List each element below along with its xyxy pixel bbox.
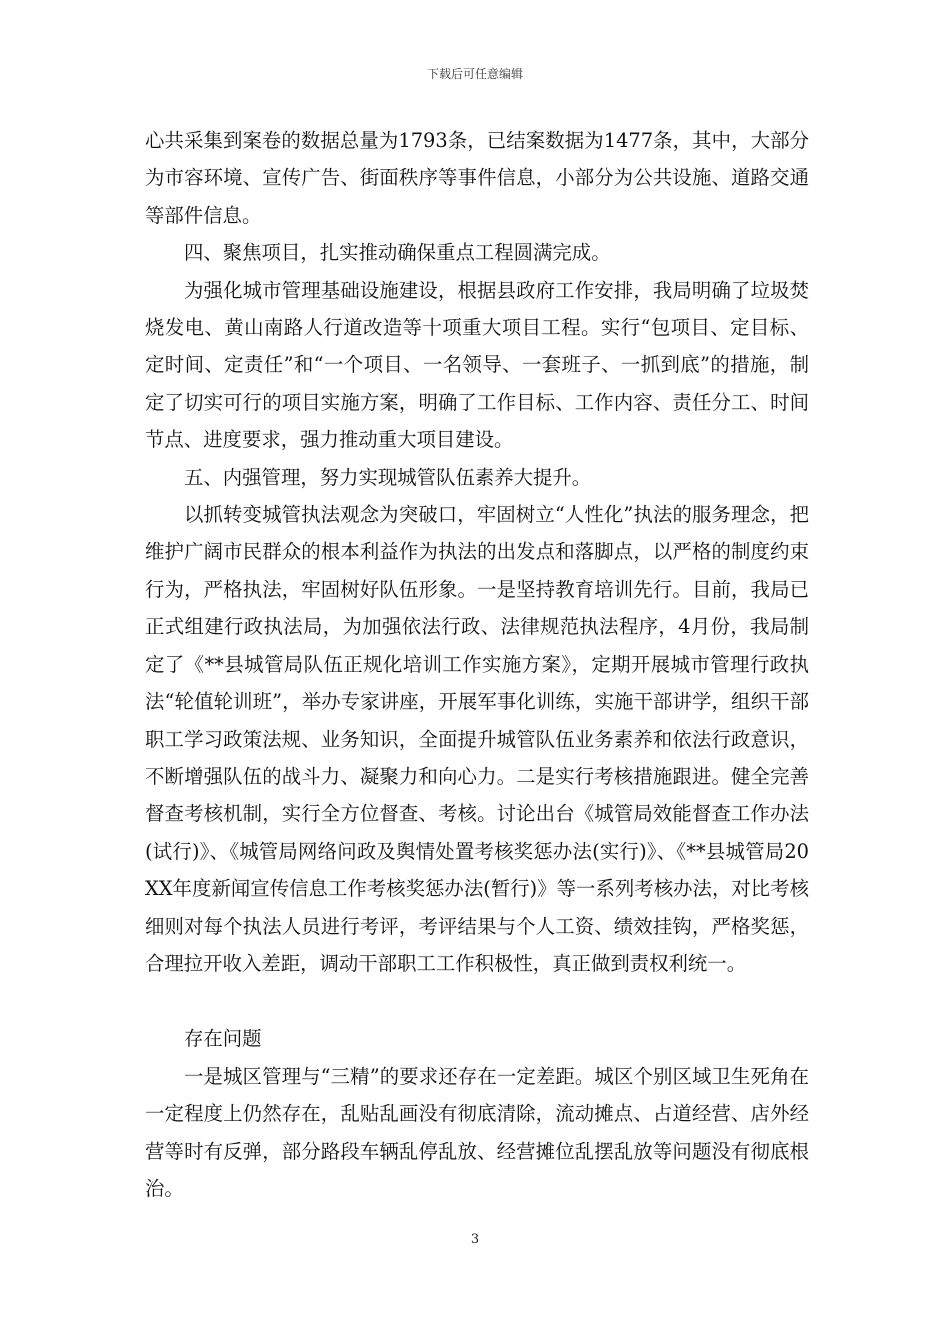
paragraph-infrastructure-projects: 为强化城市管理基础设施建设，根据县政府工作安排，我局明确了垃圾焚烧发电、黄山南路人行道改造等十项重大项目工程。实行“包项目、定目标、定时间、定责任”和“一个项目、一名领导、一套班子、一抓到底”的措施，制定了切实可行的项目实施方案，明确了工作目标、工作内容、责任分工、时间节点、进度要求，强力推动重大项目建设。: [145, 278, 809, 452]
paragraph-law-enforcement-training: 以抓转变城管执法观念为突破口，牢固树立“人性化”执法的服务理念，把维护广阔市民群众的根本利益作为执法的出发点和落脚点，以严格的制度约束行为，严格执法，牢固树好队伍形象。一是坚持教育培训先行。目前，我局已正式组建行政执法局，为加强依法行政、法律规范执法程序，4月份，我局制定了《**县城管局队伍正规化培训工作实施方案》，定期开展城市管理行政执法“轮值轮训班”，举办专家讲座，开展军事化训练，实施干部讲学，组织干部职工学习政策法规、业务知识，全面提升城管队伍业务素养和依法行政意识，不断增强队伍的战斗力、凝聚力和向心力。二是实行考核措施跟进。健全完善督查考核机制，实行全方位督查、考核。讨论出台《城管局效能督查工作办法(试行)》、《城管局网络问政及舆情处置考核奖惩办法(实行)》、《**县城管局20XX年度新闻宣传信息工作考核奖惩办法(暂行)》等一系列考核办法，对比考核细则对每个执法人员进行考评，考评结果与个人工资、绩效挂钩，严格奖惩，合理拉开收入差距，调动干部职工工作积极性，真正做到责权利统一。: [145, 503, 809, 975]
section-heading-team-management: 五、内强管理，努力实现城管队伍素养大提升。: [184, 465, 592, 489]
section-heading-existing-problems: 存在问题: [184, 1027, 262, 1051]
page-number: 3: [470, 1232, 480, 1247]
page-header: 下载后可任意编辑: [426, 67, 523, 81]
section-heading-key-projects: 四、聚焦项目，扎实推动确保重点工程圆满完成。: [184, 241, 611, 265]
paragraph-continued-case-data: 心共采集到案卷的数据总量为1793条，已结案数据为1477条，其中，大部分为市容环境、宣传广告、街面秩序等事件信息，小部分为公共设施、道路交通等部件信息。: [145, 129, 809, 227]
document-body: [145, 122, 809, 1207]
paragraph-urban-management-gap: 一是城区管理与“三精”的要求还存在一定差距。城区个别区域卫生死角在一定程度上仍然存在，乱贴乱画没有彻底清除，流动摊点、占道经营、店外经营等时有反弹，部分路段车辆乱停乱放、经营摊位乱摆乱放等问题没有彻底根治。: [145, 1064, 809, 1200]
